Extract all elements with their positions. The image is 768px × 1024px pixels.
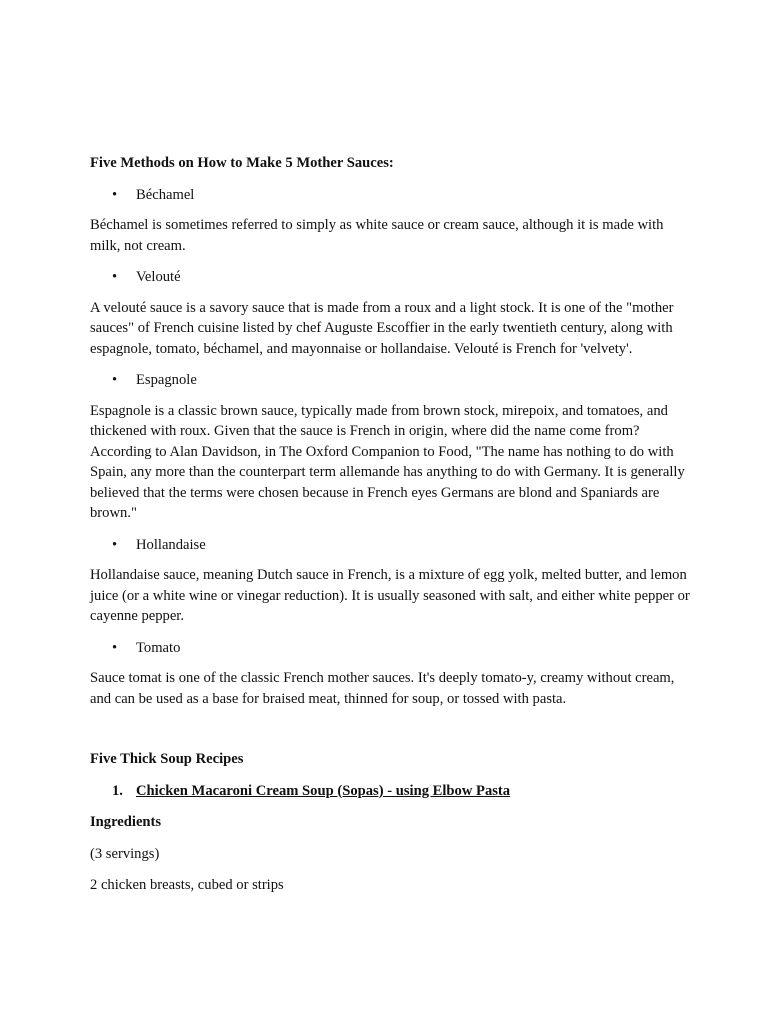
recipe-title-link[interactable]: Chicken Macaroni Cream Soup (Sopas) - using Elbow Pasta bbox=[136, 782, 511, 799]
ingredient-line: 2 chicken breasts, cubed or strips bbox=[90, 877, 284, 893]
sauces-heading: Five Methods on How to Make 5 Mother Sauces: bbox=[90, 155, 394, 171]
ingredients-heading: Ingredients bbox=[90, 814, 162, 830]
bullet-dot: • bbox=[112, 372, 118, 388]
sauce-description-hollandaise: Hollandaise sauce, meaning Dutch sauce in French, is a mixture of egg yolk, melted butter, and lemon juice (or a white wine or vinegar reduction). It is usually seasoned with salt, and either white pepper or cayenne pepper. bbox=[90, 567, 690, 624]
bullet-veloute bbox=[90, 267, 690, 288]
sauce-description-veloute: A velouté sauce is a savory sauce that is made from a roux and a light stock. It is one of the "mother sauces" of French cuisine listed by chef Auguste Escoffier in the early twentieth century, along with espagnole, tomato, béchamel, and mayonnaise or hollandaise. Velouté is French for 'velvety'. bbox=[90, 299, 674, 357]
servings-text: (3 servings) bbox=[90, 845, 160, 862]
bullet-dot: • bbox=[112, 536, 118, 553]
sauce-name: Hollandaise bbox=[136, 536, 206, 553]
sauce-name: Espagnole bbox=[136, 372, 197, 388]
bullet-dot: • bbox=[112, 269, 118, 285]
sauce-description-espagnole: Espagnole is a classic brown sauce, typically made from brown stock, mirepoix, and tomatoes, and thickened with roux. Given that the sauce is French in origin, where did the name come from? According to Alan Davidson, in The Oxford Companion to Food, "The name has nothing to do with Spain, any more than the counterpart term allemande has anything to do with Germany. It is generally believed that the terms were chosen because in French eyes Germans are blond and Spaniards are brown." bbox=[90, 402, 685, 521]
sauce-name: Velouté bbox=[136, 269, 181, 285]
bullet-tomato bbox=[90, 638, 690, 659]
sauce-name: Béchamel bbox=[136, 186, 195, 203]
sauce-name: Tomato bbox=[136, 639, 181, 656]
bullet-dot: • bbox=[112, 186, 118, 203]
bullet-bechamel bbox=[90, 185, 690, 206]
recipe-number: 1. bbox=[112, 782, 123, 799]
bullet-dot: • bbox=[112, 639, 118, 656]
soups-heading: Five Thick Soup Recipes bbox=[90, 751, 244, 767]
sauce-description-tomato: Sauce tomat is one of the classic French mother sauces. It's deeply tomato-y, creamy without cream, and can be used as a base for braised meat, thinned for soup, or tossed with pasta. bbox=[90, 670, 675, 707]
recipe-item-1 bbox=[90, 781, 690, 802]
bullet-hollandaise bbox=[90, 535, 690, 556]
section-spacer bbox=[90, 720, 690, 749]
document-page bbox=[90, 153, 690, 907]
sauce-description-bechamel: Béchamel is sometimes referred to simply as white sauce or cream sauce, although it is made with milk, not cream. bbox=[90, 217, 664, 254]
bullet-espagnole bbox=[90, 370, 690, 391]
